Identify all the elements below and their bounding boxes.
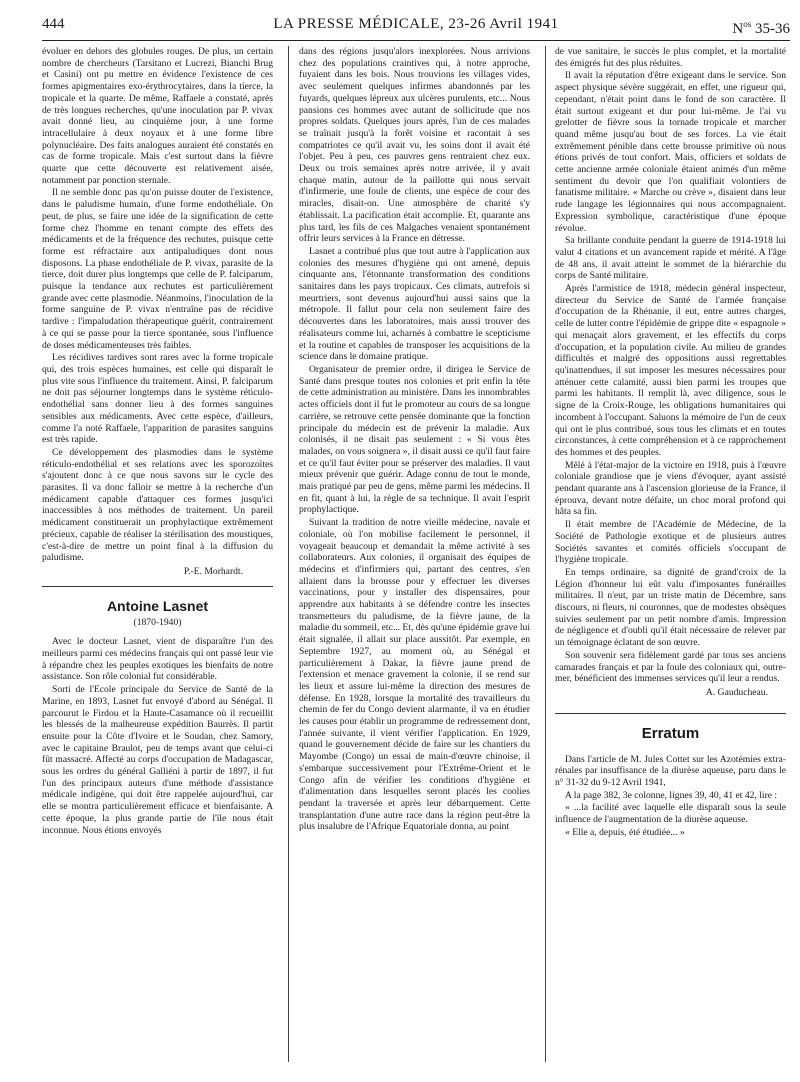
obituary-dates: (1870-1940) [133, 616, 182, 628]
column-divider-2 [545, 46, 546, 1062]
col3-paragraph: Sa brillante conduite pendant la guerre de 1914-1918 lui valut 4 citations et un avancement rapide et mérité. A l'âge de 48 ans, il avait atteint le sommet de la hiérarchie du corps de Santé militaire. [555, 235, 786, 282]
erratum-section [555, 713, 786, 839]
publication-title: LA PRESSE MÉDICALE, 23-26 Avril 1941 [273, 16, 559, 32]
col1-paragraph: évoluer en dehors des globules rouges. De plus, un certain nombre de chercheurs (Tarsitano et Lucrezi, Bianchi Brug et Casini) ont pu mettre en évidence l'existence de ces formes apigmentaires exo-érythrocytaires, dans la tierce, la tropicale et la quarte. De même, Raffaele a constaté, après de très longues recherches, qu'une inoculation par P. vivax avait donné lieu, au cinquième jour, à une forme intracellulaire à deux noyaux et à une forme libre polynucléaire. Des faits analogues auraient été constatés en cas de forme tropicale. Mais c'est surtout dans la fièvre quarte que cette découverte est relativement aisée, notamment par ponction sternale. [42, 46, 273, 186]
col3-paragraph: Son souvenir sera fidèlement gardé par tous ses anciens camarades français et par la foule des coloniaux qui, outre-mer, bénéficient des immenses services qu'il leur a rendus. [555, 649, 786, 685]
col2-paragraph: Organisateur de premier ordre, il dirigea le Service de Santé dans presque toutes nos colonies et prit enfin la tête de cette administration au ministère. Dans les innombrables actes officiels dont il fut le promoteur au cours de sa longue carrière, se retrouve cette pensée dominante que la fonction principale du médecin est de prévenir la maladie. Aux colonisés, il ne disait pas seulement : « Si vous êtes malades, on vous soignera », il disait aussi ce qu'il faut faire et ce qu'il faut éviter pour se préserver des maladies. Il vaut mieux prévenir que guérir. Adage connu de tout le monde, mais pratiqué par peu de gens, même parmi les médecins. Il en fit, quant à lui, la règle de sa technique. Il avait l'esprit prophylactique. [299, 363, 530, 516]
issue-number [732, 14, 790, 39]
col1-paragraph: Il ne semble donc pas qu'on puisse douter de l'existence, dans le paludisme humain, d'une forme endothéliale. On peut, de plus, se faire une idée de la signification de cette forme chez l'homme en tenant compte des effets des médicaments et de la fréquence des rechutes, puisque cette forme est réfractaire aux antipaludiques dont nous disposons. La phase endothéliale de P. vivax, parasite de la tierce, doit durer plus longtemps que celle de P. falciparum, puisque la tendance aux rechutes est particulièrement grande avec cette plasmodie. Néanmoins, l'inoculation de la forme sanguine de P. vivax n'entraîne pas de récidive tardive : l'impaludation thérapeutique guérit, contrairement à ce qui se passe pour la tierce spontanée, sous l'influence de doses médicamenteuses très faibles. [42, 187, 273, 351]
col3-paragraph: Mêlé à l'état-major de la victoire en 1918, puis à l'œuvre coloniale grandiose que je viens d'évoquer, ayant assisté pendant quarante ans à l'ascension glorieuse de la France, il éprouva, devant notre défaite, un choc moral profond qui hâta sa fin. [555, 459, 786, 518]
erratum-paragraph: A la page 382, 3e colonne, lignes 39, 40, 41 et 42, lire : [565, 789, 778, 801]
obituary-title: Antoine Lasnet [106, 597, 209, 614]
erratum-quote: « ...la facilité avec laquelle elle disparaît sous la seule influence de l'augmentation de la diurèse aqueuse. [555, 802, 786, 826]
issue-sup: os [743, 19, 752, 29]
header-rule [42, 40, 790, 41]
column-2 [299, 46, 530, 1066]
section-rule [42, 586, 273, 587]
page-number: 444 [42, 16, 65, 32]
page-header [42, 14, 790, 36]
erratum-paragraph: Dans l'article de M. Jules Cottet sur les Azotémies extra-rénales par insuffisance de la diurèse aqueuse, paru dans le n° 31-32 du 9-12 Avril 1941, [555, 753, 786, 789]
column-3 [555, 46, 786, 1066]
obituary-signature: A. Gauducheau. [705, 686, 768, 698]
article-signature: P.-E. Morhardt. [183, 565, 243, 577]
col3-paragraph: En temps ordinaire, sa dignité de grand'croix de la Légion d'honneur lui eût valu d'imposantes funérailles militaires. Il n'eut, par un triste matin de Décembre, sans discours, ni fleurs, ni couronnes, que de modestes obsèques suivies seulement par un petit nombre d'amis. Impression de négligence et d'oubli qu'il était nécessaire de relever par un témoignage éclatant de son œuvre. [555, 566, 786, 649]
erratum-title: Erratum [641, 724, 700, 742]
col1-paragraph: Sorti de l'Ecole principale du Service de Santé de la Marine, en 1893, Lasnet fut envoyé d'abord au Sénégal. Il parcourut le Firdou et la Haute-Casamance où il recueillit les blessés de la malheureuse expédition Baurrès. Il partit ensuite pour la Côte d'Ivoire et le Soudan, chez Samory, avec le capitaine Braulot, peu de temps avant que celui-ci fût massacré. Affecté au corps d'occupation de Madagascar, sous les ordres du général Galliéni à partir de 1897, il fut l'un des principaux auteurs d'une méthode d'assistance médicale indigène, qui doit être rappelée aujourd'hui, car elle se montra particulièrement efficace et bienfaisante. A cette époque, la plus grande partie de l'île nous était inconnue. Nous étions envoyés [42, 684, 273, 836]
column-divider-1 [288, 46, 289, 1062]
col3-paragraph: Il était membre de l'Académie de Médecine, de la Société de Pathologie exotique et de plusieurs autres Sociétés savantes et comités officiels s'occupant de l'hygiène tropicale. [555, 519, 786, 566]
col1-paragraph: Les récidives tardives sont rares avec la forme tropicale qui, des trois espèces humaines, est celle qui disparaît le plus vite sous l'influence du traitement. Ainsi, P. falciparum ne doit pas séjourner longtemps dans le système réticulo-endothélial sans donner lieu à des formes sanguines sensibles aux médicaments. Avec cette espèce, d'ailleurs, comme l'a noté Raffaele, l'apparition de parasites sanguins est très rapide. [42, 352, 273, 446]
col2-paragraph: dans des régions jusqu'alors inexplorées. Nous arrivions chez des populations craintives qui, à notre approche, fuyaient dans les bois. Nous trouvions les villages vides, avec seulement quelques infirmes abandonnés par les fuyards, quelques lépreux aux ulcères purulents, etc... Nous pansions ces hommes avec autant de sollicitude que nos propres soldats. Quelques jours après, l'un de ces malades se traînait jusqu'à la forêt voisine et racontait à ses compatriotes ce qu'il avait vu, les soins dont il avait été l'objet. Peu à peu, ces pauvres gens rentraient chez eux. Deux ou trois semaines après notre arrivée, il y avait chaque matin, autour de la paillotte qui nous servait d'infirmerie, une foule de clients, une espèce de cour des miracles, disait-on. Une atmosphère de charité s'y établissait. La pacification était accomplie. Et, quarante ans plus tard, les fils de ces Malgaches venaient spontanément offrir leurs services à la France en détresse. [299, 46, 530, 245]
column-1 [42, 46, 273, 1066]
col3-paragraph: Il avait la réputation d'être exigeant dans le service. Son aspect physique sévère suggérait, en effet, une rigueur qui, cependant, n'était point dans le fond de son caractère. Il était surtout exigeant et dur pour lui-même. Je l'ai vu grelotter de fièvre sous la tornade tropicale et marcher quand même jusqu'au bout de ses forces. La vie était extrêmement pénible dans cette brousse primitive où nous étions privés de tout confort. Mais, officiers et soldats de cette ancienne armée coloniale étaient animés d'un même sentiment du devoir que l'on qualifiait volontiers de fanatisme militaire. « Marche ou crève », disaient dans leur rude langage les légionnaires qui nous accompagnaient. Expression symbolique, caractéristique d'une époque révolue. [555, 70, 786, 234]
issue-prefix: N [732, 21, 744, 37]
col2-paragraph: Lasnet a contribué plus que tout autre à l'application aux colonies des mesures d'hygiène qui ont amené, depuis cinquante ans, l'étonnante transformation des conditions sanitaires dans les pays tropicaux. Ces climats, autrefois si meurtriers, sont devenus aujourd'hui aussi sains que la métropole. Il fallut pour cela non seulement faire des découvertes dans les laboratoires, mais aussi trouver des réalisateurs comme lui, acharnés à combattre le scepticisme et la routine et capables de transposer les acquisitions de la science dans le domaine pratique. [299, 245, 530, 363]
col1-paragraph: Avec le docteur Lasnet, vient de disparaître l'un des meilleurs parmi ces médecins français qui ont passé leur vie à répandre chez les peuples exotiques les bienfaits de notre assistance. Son rôle colonial fut considérable. [42, 636, 273, 683]
col2-paragraph: Suivant la tradition de notre vieille médecine, navale et coloniale, où l'on mobilise facilement le personnel, il voyageait beaucoup et demandait la même activité à ses collaborateurs. Aux colonies, il organisait des équipes de médecins et d'infirmiers qui, partant des centres, s'en allaient dans la brousse pour y effectuer les diverses vaccinations, pour y installer des dispensaires, pour apprendre aux habitants à se défendre contre les insectes transmetteurs du paludisme, de la fièvre jaune, de la maladie du sommeil, etc... Et, dès qu'une épidémie grave lui était signalée, il allait sur place aussitôt. Par exemple, en Septembre 1927, au moment où, au Sénégal et particulièrement à Dakar, la fièvre jaune prend de l'extension et menace gravement la colonie, il se rend sur les lieux et assure lui-même la direction des mesures de défense. En 1928, lorsque la mortalité des travailleurs du chemin de fer du Congo devient alarmante, il va en étudier les causes pour établir un programme de redressement dont, l'année suivante, il vient vérifier l'application. En 1929, quand le gouvernement décide de faire sur les chantiers du Mayombe (Congo) un essai de main-d'œuvre chinoise, il s'embarque successivement pour l'Extrême-Orient et le Congo afin de vérifier les conditions d'hygiène et d'alimentation dans lesquelles seront placés les coolies pendant la traversée et après leur débarquement. Cette transplantation d'une autre race dans la région peut-être la plus insalubre de l'Afrique Equatoriale donna, au point [299, 517, 530, 833]
issue-numbers: 35-36 [751, 21, 790, 37]
col3-paragraph: de vue sanitaire, le succès le plus complet, et la mortalité des émigrés fut des plus réduites. [555, 46, 786, 69]
erratum-quote: « Elle a, depuis, été étudiée... » [565, 826, 685, 838]
col3-paragraph: Après l'armistice de 1918, médecin général inspecteur, directeur du Service de Santé de l'armée française d'occupation de la Rhénanie, il eut, entre autres charges, celle de lutter contre l'épidémie de grippe dite « espagnole » qui menaçait alors gravement, et les effectifs du corps d'occupation, et la population civile. Au milieu de grandes difficultés et malgré des oppositions aussi regrettables qu'inattendues, il sut imposer les mesures nécessaires pour atténuer cette calamité, aussi bien parmi les troupes que parmi les habitants. Il remplit là, avec diligence, sous le signe de la Croix-Rouge, les obligations humanitaires qui incombent à l'occupant. Saluons la mémoire de l'un de ceux qui ont le plus contribué, sous tous les climats et en toutes circonstances, à cette compréhension et à ce rapprochement des hommes et des peuples. [555, 283, 786, 458]
col1-paragraph: Ce développement des plasmodies dans le système réticulo-endothélial et ses relations avec les sporozoïtes s'ajoutent donc à ce que nous savons sur le cycle des parasites. Il va donc falloir se mettre à la recherche d'un médicament capable d'attaquer ces formes jusqu'ici inaccessibles à nos méthodes de traitement. Un pareil médicament constituerait un prophylactique extrêmement précieux, capable de réaliser la stérilisation des moustiques, c'est-à-dire de mettre un point final à la diffusion du paludisme. [42, 446, 273, 564]
section-rule [555, 713, 786, 714]
